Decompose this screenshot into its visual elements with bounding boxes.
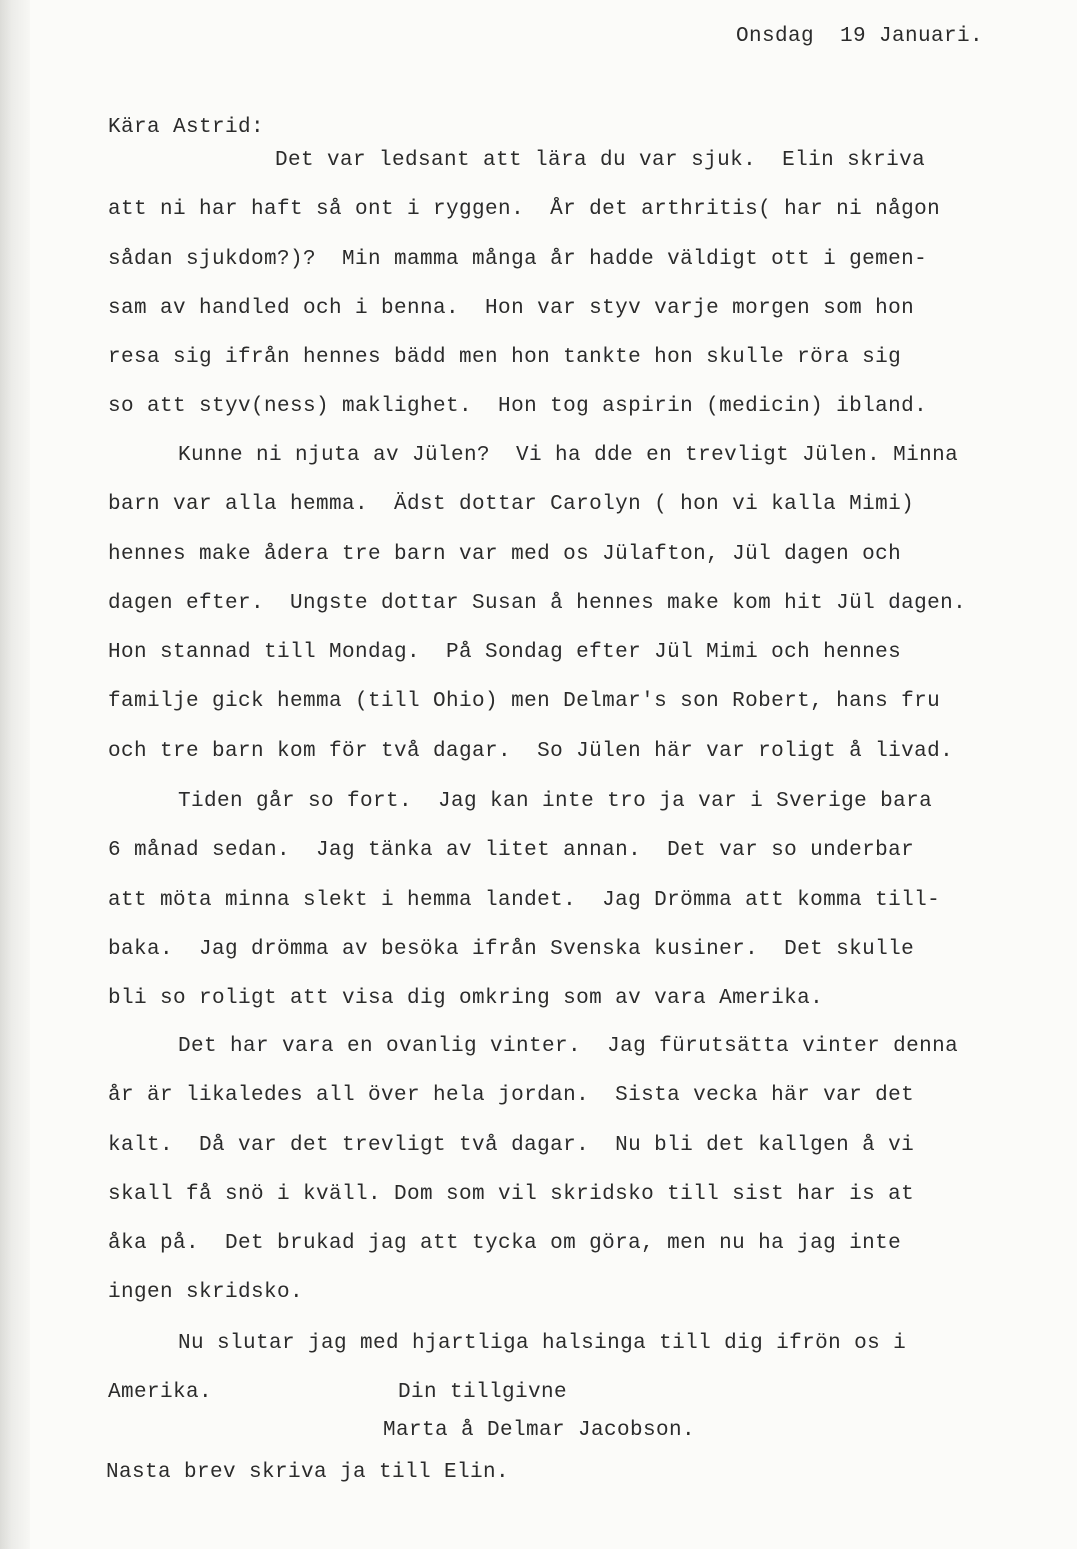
- paragraph-line: Tiden går so fort. Jag kan inte tro ja var i Sverige bara: [178, 790, 933, 813]
- paragraph-line: hennes make ådera tre barn var med os Jülafton, Jül dagen och: [108, 542, 902, 566]
- paragraph-line: dagen efter. Ungste dottar Susan å hennes make kom hit Jül dagen.: [108, 591, 967, 615]
- paragraph-line: 6 månad sedan. Jag tänka av litet annan. Det var so underbar: [108, 839, 915, 863]
- paragraph-line: Det var ledsant att lära du var sjuk. Elin skriva: [275, 149, 926, 172]
- paragraph-line: resa sig ifrån hennes bädd men hon tankte hon skulle röra sig: [108, 346, 902, 370]
- paragraph-line: Kunne ni njuta av Jülen? Vi ha dde en trevligt Jülen. Minna: [178, 444, 959, 467]
- paragraph-line: ingen skridsko.: [108, 1281, 304, 1305]
- paragraph-4: [108, 1034, 958, 1330]
- paragraph-line: Hon stannad till Mondag. På Sondag efter Jül Mimi och hennes: [108, 641, 902, 665]
- paragraph-line: Nu slutar jag med hjartliga halsinga till dig ifrön os i: [178, 1332, 907, 1355]
- paragraph-line: att möta minna slekt i hemma landet. Jag Drömma att komma till-: [108, 888, 941, 912]
- valediction: Din tillgivne: [398, 1381, 568, 1404]
- paragraph-line: åka på. Det brukad jag att tycka om göra, men nu ha jag inte: [108, 1232, 902, 1256]
- paragraph-line: bli so roligt att visa dig omkring som av vara Amerika.: [108, 987, 824, 1011]
- paragraph-line: Det har vara en ovanlig vinter. Jag fürutsätta vinter denna: [178, 1035, 959, 1058]
- paragraph-line: sådan sjukdom?)? Min mamma många år hadde väldigt ott i gemen-: [108, 247, 928, 271]
- paragraph-line: barn var alla hemma. Ädst dottar Carolyn ( hon vi kalla Mimi): [108, 493, 915, 517]
- paragraph-line: Amerika.: [108, 1381, 213, 1405]
- paragraph-line: att ni har haft så ont i ryggen. År det arthritis( har ni någon: [108, 198, 941, 222]
- paragraph-line: so att styv(ness) maklighet. Hon tog aspirin (medicin) ibland.: [108, 395, 928, 419]
- letter-date: Onsdag 19 Januari.: [736, 25, 984, 48]
- paragraph-line: familje gick hemma (till Ohio) men Delmar's son Robert, hans fru: [108, 690, 941, 714]
- paragraph-line: år är likaledes all över hela jordan. Sista vecka här var det: [108, 1084, 915, 1108]
- paragraph-line: kalt. Då var det trevligt två dagar. Nu bli det kallgen å vi: [108, 1133, 915, 1157]
- paragraph-line: och tre barn kom för två dagar. So Jülen här var roligt å livad.: [108, 739, 954, 763]
- paragraph-2: [108, 443, 966, 788]
- paragraph-line: sam av handled och i benna. Hon var styv varje morgen som hon: [108, 296, 915, 320]
- paragraph-1: [108, 148, 940, 444]
- paragraph-3: [108, 789, 940, 1035]
- signature: Marta å Delmar Jacobson.: [383, 1419, 696, 1442]
- salutation: Kära Astrid:: [108, 116, 265, 139]
- paragraph-line: baka. Jag drömma av besöka ifrån Svenska kusiner. Det skulle: [108, 937, 915, 961]
- paragraph-line: skall få snö i kväll. Dom som vil skridsko till sist har is at: [108, 1182, 915, 1206]
- postscript: Nasta brev skriva ja till Elin.: [106, 1461, 510, 1484]
